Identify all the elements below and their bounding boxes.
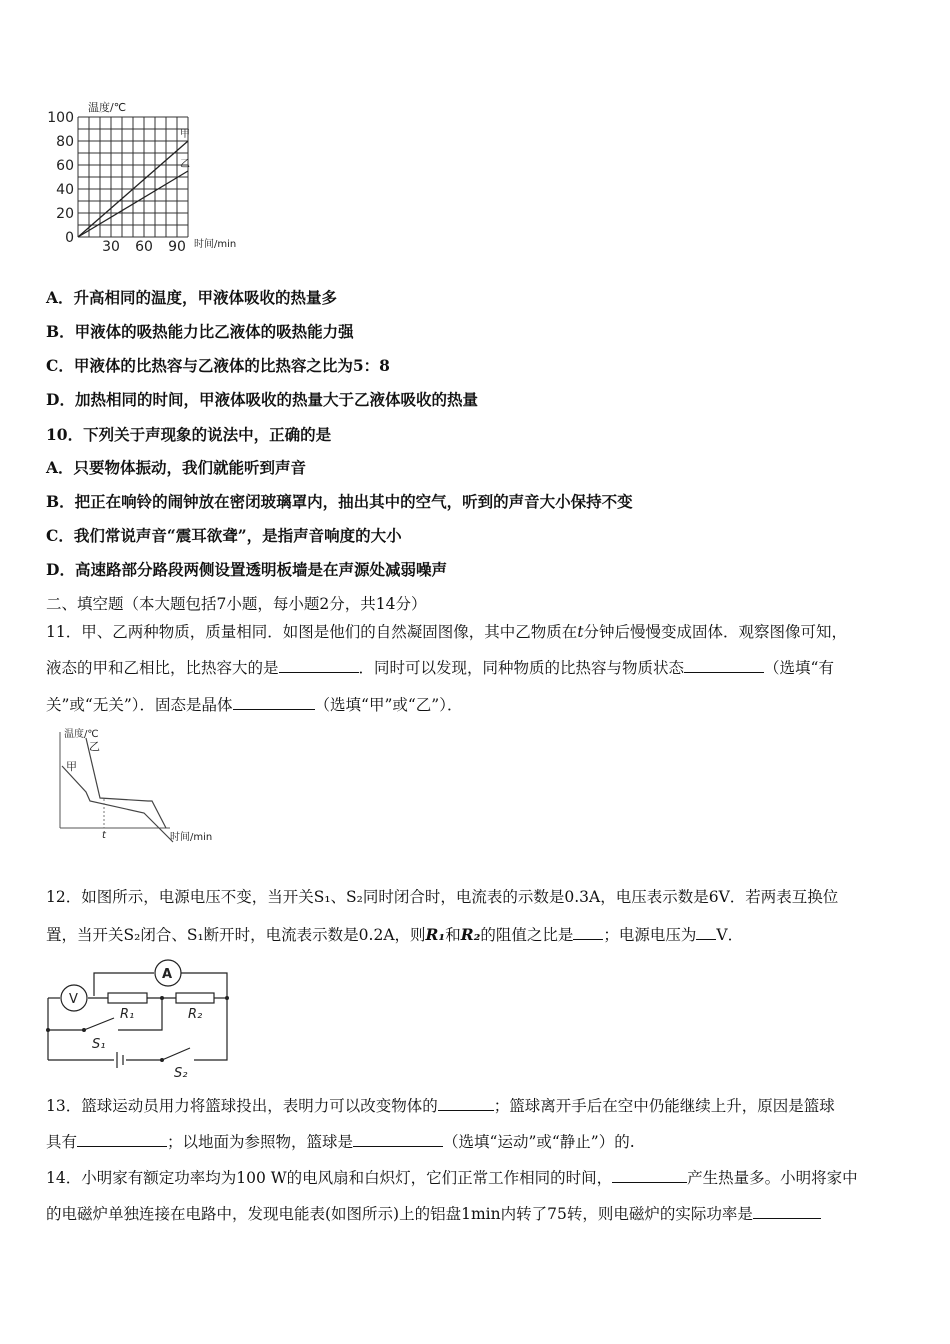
q12-text: V． [716,926,744,944]
q13-line-1 [46,1094,835,1116]
q10-option-c: C．我们常说声音“震耳欲聋”，是指声音响度的大小 [46,526,402,545]
q10-stem: 10．下列关于声现象的说法中，正确的是 [46,425,332,444]
q11-text: 11．甲、乙两种物质，质量相同．如图是他们的自然凝固图像，其中乙物质在 [46,623,578,641]
ammeter-label: A [162,967,173,982]
y-tick-label: 100 [47,110,74,126]
q14-text: 产生热量多。小明将家中 [687,1169,858,1187]
q13-text: 具有 [46,1133,78,1151]
q11-text: （选填“甲”或“乙”）． [314,696,463,714]
y-tick-label: 40 [56,182,74,198]
answer-blank[interactable] [684,658,764,673]
answer-blank[interactable] [77,1132,167,1147]
x-axis-label: 时间/min [194,239,237,250]
y-tick-label: 60 [56,158,74,174]
x-tick-labels [102,239,186,255]
q12-text: 的阻值之比是 [480,926,574,944]
q13-text: （选填“运动”或“静止”）的. [443,1133,635,1151]
y-tick-label: 80 [56,134,74,150]
x-tick-label: 60 [135,239,153,255]
junction-dot [46,1028,50,1032]
r1-symbol: R₁ [425,925,446,944]
voltmeter-label: V [69,992,78,1007]
switch-pivot [160,1058,164,1062]
y-axis-label: 温度/℃ [64,729,99,740]
answer-blank[interactable] [279,658,359,673]
q13-text: ；以地面为参照物，篮球是 [167,1133,354,1151]
q13-text: 13．篮球运动员用力将篮球投出，表明力可以改变物体的 [46,1097,438,1115]
q12-circuit-diagram [44,956,244,1081]
q11-line-3 [46,693,462,715]
q13-text: ；篮球离开手后在空中仍能继续上升，原因是篮球 [493,1097,835,1115]
q10-option-d: D．高速路部分路段两侧设置透明板墙是在声源处减弱噪声 [46,560,447,579]
switch-pivot [82,1028,86,1032]
q10-option-a: A．只要物体振动，我们就能听到声音 [46,458,307,477]
q14-text: 14．小明家有额定功率均为100 W的电风扇和白炽灯，它们正常工作相同的时间， [46,1169,613,1187]
answer-blank[interactable] [696,925,716,940]
q12-text: ；电源电压为 [603,926,697,944]
series-label-jia: 甲 [180,129,190,140]
x-axis-label: 时间/min [170,832,213,843]
y-tick-label: 20 [56,206,74,222]
y-tick-labels [47,110,74,246]
y-tick-label: 0 [65,230,74,246]
series-label-yi: 乙 [180,159,190,170]
q11-line-1 [46,620,847,642]
r2-label: R₂ [188,1007,203,1022]
q14-line-1 [46,1166,858,1188]
q14-line-2 [46,1202,821,1224]
x-tick-label: 30 [102,239,120,255]
q11-solidification-graph [48,726,233,848]
q12-text: 置，当开关S₂闭合、S₁断开时，电流表示数是0.2A，则 [46,926,426,944]
label-t: t [102,830,106,841]
q12-text: 12．如图所示，电源电压不变，当开关S₁、S₂同时闭合时，电流表的示数是0.3A，电压表示数是6V．若两表互换位 [46,888,839,906]
q9-temperature-chart [40,95,255,255]
answer-blank[interactable] [438,1096,494,1111]
answer-blank[interactable] [753,1204,821,1219]
s1-label: S₁ [92,1037,106,1052]
answer-blank[interactable] [612,1168,687,1183]
q11-t-symbol: t [577,623,584,641]
curve-jia [62,766,173,842]
s2-label: S₂ [174,1066,188,1081]
q9-option-a: A．升高相同的温度，甲液体吸收的热量多 [46,288,338,307]
chart-grid [78,117,188,237]
answer-blank[interactable] [573,925,603,940]
q11-text: ．同时可以发现，同种物质的比热容与物质状态 [358,659,685,677]
switch-s1-blade [84,1018,114,1030]
q9-option-d: D．加热相同的时间，甲液体吸收的热量大于乙液体吸收的热量 [46,390,478,409]
junction-dot [160,996,164,1000]
answer-blank[interactable] [353,1132,443,1147]
r2-symbol: R₂ [460,925,481,944]
label-jia: 甲 [66,760,77,773]
resistor-r2 [176,993,214,1003]
q11-line-2 [46,656,834,678]
q9-option-c: C．甲液体的比热容与乙液体的比热容之比为5：8 [46,356,390,375]
q12-text: 和 [445,926,461,944]
label-yi: 乙 [89,740,100,753]
answer-blank[interactable] [233,695,315,710]
q13-line-2 [46,1130,635,1152]
q11-text: 液态的甲和乙相比，比热容大的是 [46,659,279,677]
q12-line-1 [46,885,838,907]
resistor-r1 [108,993,147,1003]
q14-text: 的电磁炉单独连接在电路中，发现电能表(如图所示)上的铝盘1min内转了75转，则电磁炉的实际功率是 [46,1205,753,1223]
r1-label: R₁ [120,1007,135,1022]
wire-top-right [180,973,227,998]
q11-text: 分钟后慢慢变成固体．观察图像可知， [583,623,847,641]
q12-line-2 [46,923,743,945]
q11-text: 关”或“无关”）．固态是晶体 [46,696,233,714]
q9-option-b: B．甲液体的吸热能力比乙液体的吸热能力强 [46,322,354,341]
section-heading: 二、填空题（本大题包括7小题，每小题2分，共14分） [46,595,427,613]
x-tick-label: 90 [168,239,186,255]
q10-option-b: B．把正在响铃的闹钟放在密闭玻璃罩内，抽出其中的空气，听到的声音大小保持不变 [46,492,633,511]
y-axis-label: 温度/℃ [88,101,127,114]
switch-s2-blade [162,1048,190,1060]
junction-dot [225,996,229,1000]
q11-text: （选填“有 [764,659,834,677]
